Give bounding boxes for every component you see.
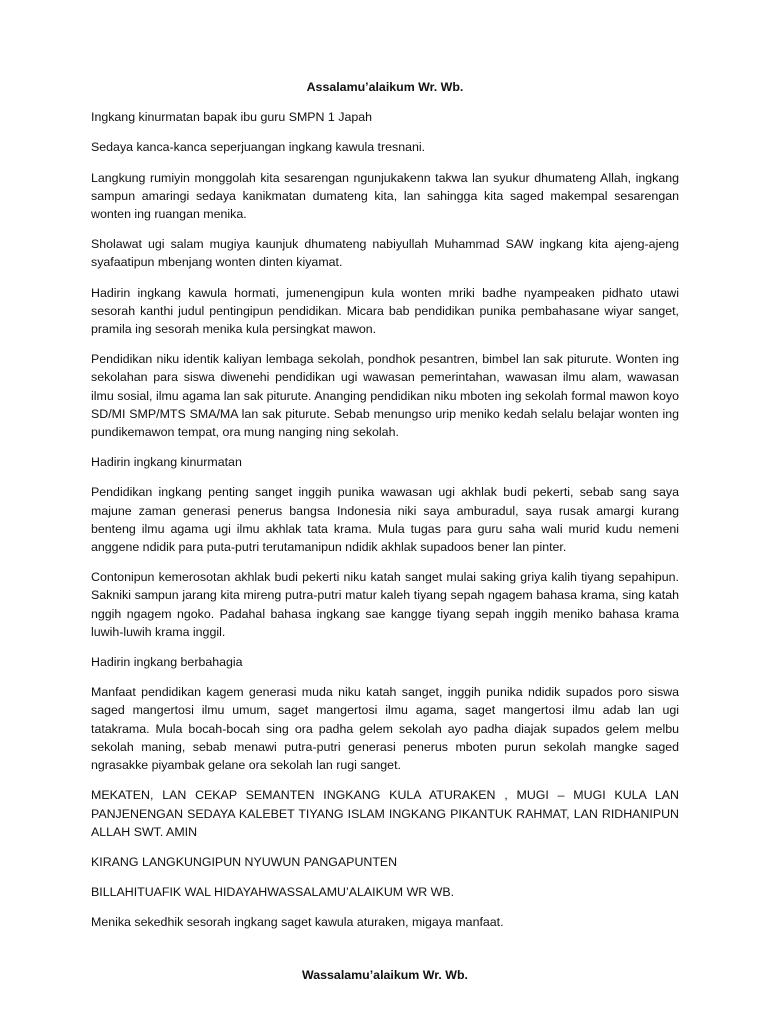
salutation-teachers: Ingkang kinurmatan bapak ibu guru SMPN 1 Japah: [91, 110, 373, 125]
paragraph-closing-prayer: MEKATEN, LAN CEKAP SEMANTEN INGKANG KULA ATURAKEN , MUGI – MUGI KULA LAN PANJENENGAN SEDAYA KALEBET TIYANG ISLAM INGKANG PIKANTUK RAHMAT, LAN RIDHANIPUN ALLAH SWT. AMIN: [91, 788, 679, 839]
paragraph-education-institutions: Pendidikan niku identik kaliyan lembaga sekolah, pondhok pesantren, bimbel lan sak piturute. Wonten ing sekolahan para siswa diwenehi pendidikan ugi wawasan pemerintahan, wawasan ilmu alam, wawasan ilmu sosial, ilmu agama lan sak piturute. Ananging pendidikan niku mboten ing sekolah formal mawon koyo SD/MI SMP/MTS SMA/MA lan sak piturute. Sebab menungso urip meniko kedah selalu belajar wonten ing pundikemawon tempat, ora mung nanging ning sekolah.: [91, 352, 679, 440]
paragraph-education-benefits: Manfaat pendidikan kagem generasi muda niku katah sanget, inggih punika ndidik supados poro siswa saged mangertosi ilmu umum, saget mangertosi ilmu agama, saget mangertosi ilmu adab lan ugi tatakrama. Mula bocah-bocah sing ora padha gelem sekolah ayo padha diajak supados gelem melbu sekolah maning, sebab menawi putra-putri generasi penerus mboten purun sekolah mangke saged ngrasakke piyambak gelane ora sekolah lan rugi sanget.: [91, 685, 679, 773]
address-happy-audience: Hadirin ingkang berbahagia: [91, 655, 243, 670]
paragraph-sholawat: Sholawat ugi salam mugiya kaunjuk dhumateng nabiyullah Muhammad SAW ingkang kita ajeng-ajeng syafaatipun mbenjang wonten dinten kiyamat.: [91, 237, 679, 270]
paragraph-billahitaufik: BILLAHITUAFIK WAL HIDAYAHWASSALAMU’ALAIKUM WR WB.: [91, 885, 455, 900]
salutation-friends: Sedaya kanca-kanca seperjuangan ingkang kawula tresnani.: [91, 140, 426, 155]
address-honored-audience: Hadirin ingkang kinurmatan: [91, 455, 242, 470]
paragraph-gratitude: Langkung rumiyin monggolah kita sesarengan ngunjukakenn takwa lan syukur dhumateng Allah, ingkang sampun amaringi sedaya kanikmatan dumateng kita, lan sahingga kita saged makempal sesarengan wonten ing ruangan menika.: [91, 170, 679, 222]
document-title: Assalamu’alaikum Wr. Wb.: [306, 80, 464, 94]
paragraph-introduction: Hadirin ingkang kawula hormati, jumenengipun kula wonten mriki badhe nyampeaken pidhato utawi sesorah kanthi judul pentingipun pendidikan. Micara bab pendidikan punika pembahasane wiyar sanget, pramila ing sesorah menika kula persingkat mawon.: [91, 285, 679, 337]
document-page: [91, 78, 679, 984]
paragraph-character-education: Pendidikan ingkang penting sanget inggih punika wawasan ugi akhlak budi pekerti, sebab sang saya majune zaman generasi penerus bangsa Indonesia niki saya amburadul, saya rusak amargi kurang benteng ilmu agama ugi ilmu akhlak tata krama. Mula tugas para guru saha wali murid kudu nemeni anggene ndidik para puta-putri terutamanipun ndidik akhlak supadoos bener lan pinter.: [91, 485, 679, 555]
document-closing: Wassalamu’alaikum Wr. Wb.: [302, 967, 468, 982]
paragraph-apology: KIRANG LANGKUNGIPUN NYUWUN PANGAPUNTEN: [91, 854, 398, 869]
paragraph-moral-decline: Contonipun kemerosotan akhlak budi pekerti niku katah sanget mulai saking griya kalih tiyang sepahipun. Sakniki sampun jarang kita mireng putra-putri matur kaleh tiyang sepah ngagem bahasa krama, sing katah nggih ngagem ngoko. Padahal bahasa ingkang sae kangge tiyang sepah inggih meniko bahasa krama luwih-luwih krama inggil.: [91, 570, 679, 639]
paragraph-final-note: Menika sekedhik sesorah ingkang saget kawula aturaken, migaya manfaat.: [91, 915, 504, 930]
